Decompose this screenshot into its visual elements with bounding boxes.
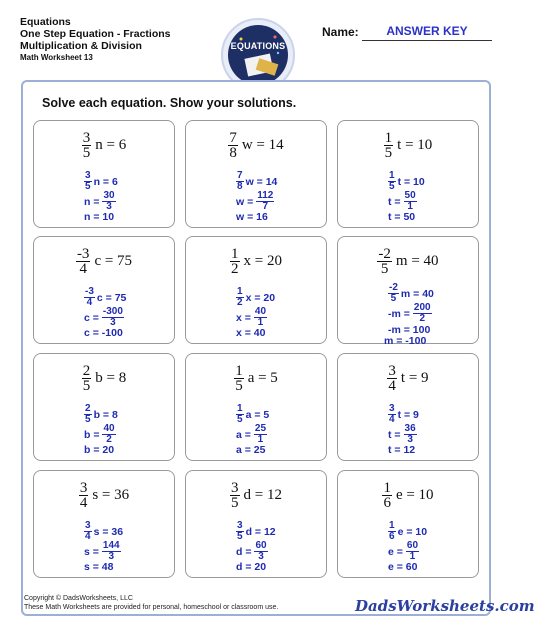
step-2-prefix: a = — [236, 428, 251, 441]
solution-step-1 — [236, 521, 276, 542]
fraction-denominator: 5 — [384, 145, 393, 161]
solution-step-2 — [84, 191, 118, 212]
fraction-denominator: 5 — [235, 378, 243, 394]
step-fraction — [84, 287, 95, 308]
step-fraction-numerator: 30 — [103, 190, 115, 201]
problem-card — [185, 120, 327, 228]
header-worksheet-number: Math Worksheet 13 — [20, 53, 93, 62]
step-fraction-numerator: 144 — [102, 540, 120, 551]
step-fraction-denominator: 3 — [108, 551, 115, 562]
step-fraction-numerator: 1 — [389, 520, 395, 531]
step-fraction — [388, 171, 396, 192]
instructions: Solve each equation. Show your solutions. — [42, 96, 297, 110]
step-fraction-numerator: -2 — [389, 282, 398, 293]
solution-step-2 — [388, 303, 434, 324]
coefficient-fraction — [82, 131, 92, 160]
problem-card — [185, 236, 327, 344]
step-2-prefix: d = — [236, 545, 252, 558]
solution-step-2 — [388, 424, 419, 445]
fraction-numerator: 1 — [384, 130, 393, 146]
step-fraction-denominator: 4 — [389, 414, 395, 425]
step-fraction-numerator: -3 — [85, 286, 94, 297]
step-fraction-denominator: 8 — [237, 181, 243, 192]
step-fraction — [84, 521, 92, 542]
equation-rest: s = 36 — [92, 487, 130, 503]
step-fraction-numerator: 3 — [237, 520, 243, 531]
step-fraction-numerator: 40 — [103, 423, 115, 434]
step-fraction-numerator: 200 — [413, 302, 431, 313]
step-fraction-numerator: -300 — [102, 306, 123, 317]
step-1-rest: t = 10 — [397, 175, 425, 188]
problem-card — [33, 120, 175, 228]
equation — [338, 247, 478, 276]
step-2-prefix: x = — [236, 311, 251, 324]
fraction-denominator: 6 — [383, 495, 391, 511]
equation — [186, 131, 326, 160]
name-line — [362, 40, 492, 41]
step-1-rest: t = 9 — [397, 408, 419, 421]
solution-step-2 — [84, 307, 126, 328]
solution-step-2 — [236, 191, 276, 212]
step-fraction — [388, 404, 396, 425]
step-2-prefix: w = — [236, 195, 254, 208]
badge-illustration-icon — [228, 25, 288, 85]
badge-text: EQUATIONS — [230, 41, 286, 51]
solution-step-1 — [84, 171, 118, 192]
step-1-rest: w = 14 — [245, 175, 278, 188]
fraction-denominator: 4 — [79, 261, 87, 277]
step-fraction-numerator: 112 — [257, 190, 274, 201]
step-fraction-denominator: 2 — [237, 297, 243, 308]
equation-rest: a = 5 — [247, 370, 278, 386]
step-fraction-denominator: 1 — [257, 434, 264, 445]
fraction-denominator: 8 — [229, 145, 237, 161]
header-topic: Multiplication & Division — [20, 40, 142, 52]
solution-step-1 — [388, 521, 427, 542]
step-fraction — [84, 404, 92, 425]
step-2-prefix: t = — [388, 428, 401, 441]
solution-step-3: w = 16 — [236, 211, 268, 223]
step-2-prefix: -m = — [388, 307, 410, 320]
step-fraction — [388, 521, 396, 542]
solution-step-3: t = 12 — [388, 444, 416, 456]
problem-card — [337, 120, 479, 228]
name-label: Name: — [322, 25, 359, 39]
step-fraction-denominator: 5 — [85, 414, 91, 425]
step-fraction — [102, 424, 115, 445]
step-fraction-numerator: 2 — [85, 403, 91, 414]
step-1-rest: c = 75 — [96, 291, 127, 304]
fraction-denominator: 4 — [79, 495, 88, 511]
header-subtitle: One Step Equation - Fractions — [20, 28, 171, 40]
step-fraction-denominator: 3 — [407, 434, 413, 445]
footer — [24, 594, 278, 612]
step-fraction — [102, 541, 121, 562]
step-fraction — [254, 307, 267, 328]
solution-step-1 — [388, 171, 425, 192]
solution-step-1 — [84, 404, 118, 425]
fraction-denominator: 5 — [380, 261, 389, 277]
step-1-rest: e = 10 — [397, 525, 428, 538]
coefficient-fraction — [387, 364, 397, 393]
fraction-numerator: -3 — [76, 246, 90, 262]
solution-step-1 — [236, 287, 275, 308]
fraction-numerator: 3 — [231, 480, 239, 496]
coefficient-fraction — [230, 481, 240, 510]
solution-step-2 — [236, 424, 269, 445]
solution-step-3: e = 60 — [388, 561, 418, 573]
step-fraction — [102, 191, 115, 212]
equation — [34, 481, 174, 510]
step-fraction-denominator: 4 — [86, 297, 93, 308]
fraction-denominator: 5 — [231, 495, 239, 511]
solution-step-3: x = 40 — [236, 327, 266, 339]
step-fraction-denominator: 1 — [257, 317, 264, 328]
solution-step-3: c = -100 — [84, 327, 123, 339]
equation — [34, 364, 174, 393]
step-2-prefix: b = — [84, 428, 100, 441]
equation — [338, 364, 478, 393]
step-fraction — [404, 424, 417, 445]
solution-step-1 — [84, 287, 126, 308]
equation — [34, 131, 174, 160]
step-fraction-numerator: 1 — [237, 403, 243, 414]
fraction-numerator: 3 — [82, 130, 91, 146]
step-fraction-denominator: 2 — [419, 313, 426, 324]
header-title: Equations — [20, 16, 71, 28]
step-fraction-numerator: 3 — [389, 403, 395, 414]
fraction-numerator: 2 — [82, 363, 91, 379]
fraction-denominator: 5 — [82, 378, 91, 394]
equation-rest: n = 6 — [95, 137, 127, 153]
solution-step-2 — [388, 191, 419, 212]
equation-rest: t = 10 — [397, 137, 433, 153]
step-fraction — [256, 191, 274, 212]
step-fraction — [236, 521, 244, 542]
coefficient-fraction — [228, 131, 238, 160]
step-1-rest: b = 8 — [93, 408, 118, 421]
problem-card — [33, 353, 175, 461]
step-fraction — [413, 303, 432, 324]
fraction-denominator: 2 — [231, 261, 239, 277]
step-fraction-numerator: 1 — [389, 170, 395, 181]
step-fraction — [254, 541, 267, 562]
step-fraction-denominator: 3 — [258, 551, 264, 562]
step-fraction-denominator: 5 — [390, 293, 397, 304]
dadsworksheets-logo: DadsWorksheets.com — [355, 597, 535, 615]
step-fraction-numerator: 36 — [404, 423, 416, 434]
worksheet-header — [20, 16, 171, 64]
solution-step-3: n = 10 — [84, 211, 115, 223]
equation — [338, 131, 478, 160]
step-2-prefix: n = — [84, 195, 100, 208]
solution-step-2 — [84, 541, 123, 562]
fraction-denominator: 5 — [82, 145, 91, 161]
step-fraction-numerator: 1 — [237, 286, 243, 297]
step-1-rest: a = 5 — [245, 408, 270, 421]
equation-rest: x = 20 — [243, 253, 282, 269]
solution-step-4: m = -100 — [384, 335, 427, 347]
solution-step-1 — [388, 283, 434, 304]
equation — [34, 247, 174, 276]
equation-rest: d = 12 — [243, 487, 282, 503]
fraction-numerator: 1 — [235, 363, 243, 379]
step-fraction — [404, 191, 417, 212]
equation-rest: m = 40 — [395, 253, 439, 269]
solution-step-2 — [84, 424, 118, 445]
solution-step-3: t = 50 — [388, 211, 416, 223]
coefficient-fraction — [230, 247, 240, 276]
equation-rest: e = 10 — [395, 487, 434, 503]
solution-step-2 — [388, 541, 421, 562]
step-2-prefix: c = — [84, 311, 99, 324]
problem-card — [337, 470, 479, 578]
fraction-numerator: -2 — [378, 246, 391, 262]
fraction-numerator: 3 — [388, 363, 396, 379]
step-fraction-numerator: 7 — [237, 170, 243, 181]
solution-step-1 — [388, 404, 419, 425]
problem-card — [337, 353, 479, 461]
step-fraction-denominator: 1 — [409, 551, 416, 562]
step-fraction — [102, 307, 124, 328]
footer-copyright: Copyright © DadsWorksheets, LLC — [24, 595, 133, 602]
problem-card — [33, 236, 175, 344]
coefficient-fraction — [79, 481, 89, 510]
step-fraction-numerator: 3 — [85, 170, 91, 181]
footer-note: These Math Worksheets are provided for personal, homeschool or classroom use. — [24, 604, 279, 611]
step-fraction — [236, 287, 244, 308]
solution-step-3: d = 20 — [236, 561, 267, 573]
step-fraction-denominator: 5 — [237, 414, 243, 425]
badge-inner — [228, 25, 288, 85]
step-fraction-numerator: 60 — [406, 540, 419, 551]
answer-key-label: ANSWER KEY — [386, 24, 468, 38]
equation — [186, 247, 326, 276]
step-fraction-denominator: 3 — [110, 317, 116, 328]
step-1-rest: m = 40 — [400, 287, 434, 300]
problem-card — [185, 353, 327, 461]
solution-step-1 — [236, 171, 277, 192]
equation — [338, 481, 478, 510]
solution-step-3: s = 48 — [84, 561, 114, 573]
solution-step-2 — [236, 541, 270, 562]
solution-step-3: a = 25 — [236, 444, 266, 456]
step-fraction-numerator: 3 — [85, 520, 91, 531]
fraction-numerator: 1 — [231, 246, 239, 262]
step-fraction-denominator: 5 — [389, 181, 395, 192]
step-1-rest: d = 12 — [245, 525, 276, 538]
equation — [186, 481, 326, 510]
solution-step-1 — [84, 521, 123, 542]
coefficient-fraction — [382, 481, 392, 510]
step-2-prefix: t = — [388, 195, 401, 208]
fraction-numerator: 3 — [79, 480, 88, 496]
step-fraction — [236, 171, 244, 192]
step-fraction-denominator: 2 — [106, 434, 112, 445]
step-fraction — [236, 404, 244, 425]
coefficient-fraction — [234, 364, 244, 393]
step-fraction-numerator: 25 — [254, 423, 267, 434]
problem-card — [185, 470, 327, 578]
step-fraction-denominator: 7 — [262, 201, 269, 212]
step-fraction-denominator: 5 — [237, 531, 243, 542]
coefficient-fraction — [377, 247, 392, 276]
step-1-rest: x = 20 — [245, 291, 276, 304]
step-fraction-denominator: 6 — [389, 531, 395, 542]
equation-rest: c = 75 — [94, 253, 133, 269]
solution-step-2 — [236, 307, 269, 328]
step-fraction — [406, 541, 419, 562]
step-fraction-denominator: 3 — [106, 201, 112, 212]
step-fraction — [388, 283, 399, 304]
step-fraction-numerator: 40 — [254, 306, 267, 317]
equation-rest: t = 9 — [400, 370, 429, 386]
step-2-prefix: s = — [84, 545, 99, 558]
fraction-numerator: 1 — [383, 480, 391, 496]
step-fraction — [84, 171, 92, 192]
problem-card — [33, 470, 175, 578]
step-fraction-denominator: 4 — [85, 531, 91, 542]
fraction-numerator: 7 — [229, 130, 237, 146]
step-1-rest: s = 36 — [93, 525, 124, 538]
equation-rest: w = 14 — [241, 137, 284, 153]
equation — [186, 364, 326, 393]
step-fraction — [254, 424, 267, 445]
step-2-prefix: e = — [388, 545, 403, 558]
solution-step-3: -m = 100 — [388, 324, 431, 336]
step-fraction-denominator: 5 — [85, 181, 91, 192]
step-1-rest: n = 6 — [93, 175, 118, 188]
step-fraction-numerator: 50 — [404, 190, 416, 201]
fraction-denominator: 4 — [388, 378, 396, 394]
coefficient-fraction — [82, 364, 92, 393]
solution-step-3: b = 20 — [84, 444, 115, 456]
step-fraction-numerator: 60 — [255, 540, 267, 551]
problem-card — [337, 236, 479, 347]
solution-step-1 — [236, 404, 269, 425]
coefficient-fraction — [384, 131, 394, 160]
step-fraction-denominator: 1 — [407, 201, 413, 212]
equation-rest: b = 8 — [95, 370, 127, 386]
coefficient-fraction — [76, 247, 91, 276]
